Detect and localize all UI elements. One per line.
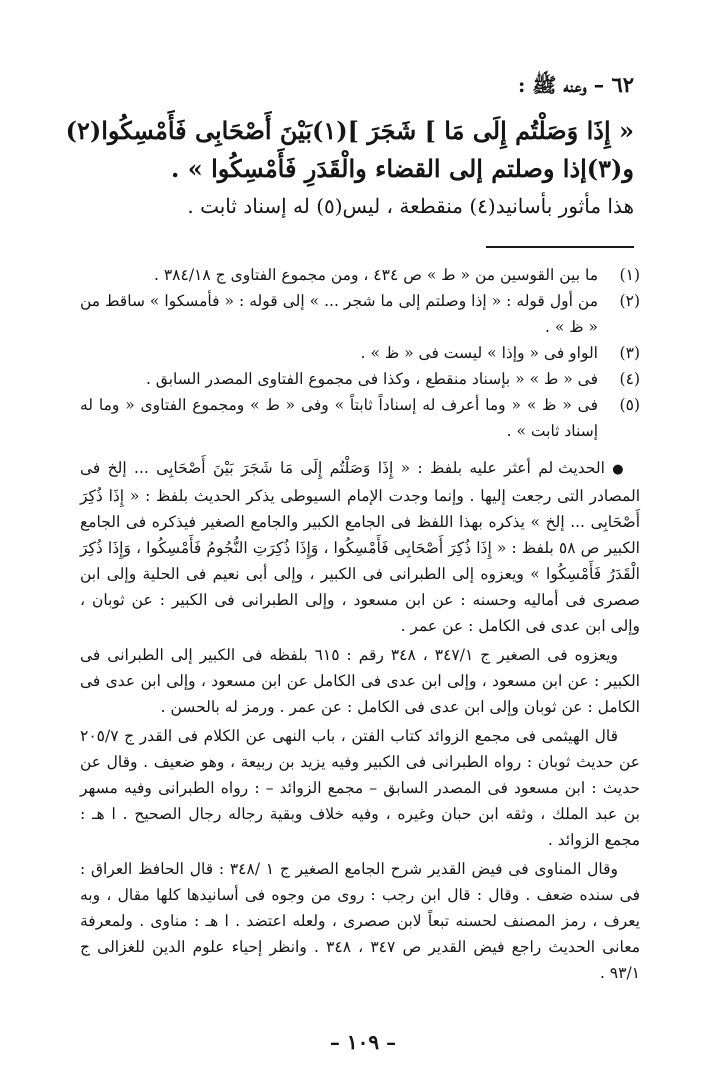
entry-heading-text: وعنه ﷺ :: [517, 73, 587, 97]
footnote-number: (٤): [619, 370, 640, 388]
footnote-text: فى « ط » « بإسناد منقطع ، وكذا فى مجموع الفتاوى المصدر السابق .: [145, 370, 598, 388]
footnote-text: من أول قوله : « إذا وصلتم إلى ما شجر ... » إلى قوله : « فأمسكوا » ساقط من « ظ » .: [80, 292, 598, 336]
footnote-divider: [486, 246, 634, 248]
commentary-paragraph: [80, 642, 640, 720]
footnote-text: ما بين القوسين من « ط » ص ٤٣٤ ، ومن مجموع الفتاوى ج ٣٨٤/١٨ .: [154, 266, 598, 284]
bullet-icon: ●: [612, 462, 626, 477]
entry-number: ٦٢ –: [593, 72, 634, 97]
footnotes-list: [80, 262, 640, 444]
footnote-number: (٥): [619, 396, 640, 414]
footnote-number: (٢): [619, 292, 640, 310]
footnote-item: [80, 288, 640, 340]
footnote-number: (٣): [619, 344, 640, 362]
hadith-text-line-1: « إِذَا وَصَلْتُم إِلَى مَا ] شَجَرَ ](١)بَيْنَ أَصْحَابِى فَأَمْسِكُوا(٢): [65, 116, 634, 145]
footnote-item: [80, 340, 640, 366]
footnote-text: فى « ظ » « وما أعرف له إسناداً ثابتاً » وفى « ط » ومجموع الفتاوى « وما له إسناد ثابت » .: [80, 396, 598, 440]
footnote-text: الواو فى « وإذا » ليست فى « ظ » .: [360, 344, 598, 362]
commentary-paragraph: [80, 723, 640, 853]
entry-heading: [114, 70, 634, 100]
commentary-paragraph: [80, 455, 640, 639]
commentary-paragraph-text: وقال المناوى فى فيض القدير شرح الجامع الصغير ج ١ /٣٤٨ : قال الحافظ العراق : فى سنده ضعف . وقال : قال ابن رجب : روى من وجوه فى أسانيدها كلها مقال ، وبه يعرف ، رمز المصنف لحسنه تبعاً لابن صصرى ، ولعله اعتضد . ا هـ : مناوى . ولمعرفة معانى الحديث راجع فيض القدير ص ٣٤٧ ، ٣٤٨ . وانظر إحياء علوم الدين للغزالى ج ٩٣/١ .: [80, 860, 640, 982]
commentary-paragraph-text: قال الهيثمى فى مجمع الزوائد كتاب الفتن ، باب النهى عن الكلام فى القدر ج ٢٠٥/٧ عن حديث ثوبان : رواه الطبرانى فى الكبير وفيه يزيد بن ربيعة ، وهو ضعيف . وقال عن حديث : ابن مسعود فى المصدر السابق – مجمع الزوائد – : رواه الطبرانى وفيه مسهر بن عبد الملك ، وثقه ابن حبان وغيره ، وفيه خلاف وبقية رجاله رجال الصحيح . ا هـ : مجمع الزوائد .: [80, 727, 640, 849]
commentary-paragraph-text: الحديث لم أعثر عليه بلفظ : « إِذَا وَصَلْتُم إِلَى مَا شَجَرَ بَيْنَ أَصْحَابِى ... إلخ فى المصادر التى رجعت إليها . وإنما وجدت الإمام السيوطى يذكر الحديث بلفظ : « إِذَا ذُكِرَ أَصْحَابِى ... إلخ » يذكره بهذا اللفظ فى الجامع الكبير والجامع الصغير فيذكره فى الجامع الكبير ص ٥٨ بلفظ : « إِذَا ذُكِرَ أَصْحَابِى فَأَمْسِكُوا ، وَإِذَا ذُكِرَتِ النُّجُومُ فَأَمْسِكُوا ، وَإِذَا ذُكِرَ الْقَدَرُ فَأَمْسِكُوا » ويعزوه إلى الطبرانى فى الكبير ، وإلى أبى نعيم فى الحلية وإلى ابن صصرى فى أماليه وحسنه : عن ابن مسعود ، وإلى الطبرانى فى الكبير : عن ثوبان ، وإلى ابن عدى فى الكامل : عن عمر .: [80, 459, 640, 635]
footnote-item: [80, 392, 640, 444]
hadith-text-line-2: و(٣)إذا وصلتم إلى القضاء والْقَدَرِ فَأَمْسِكُوا » .: [171, 154, 634, 183]
commentary-paragraph-text: ويعزوه فى الصغير ج ٣٤٧/١ ، ٣٤٨ رقم : ٦١٥ بلفظه فى الكبير إلى الطبرانى فى الكبير : عن ابن مسعود ، وإلى ابن عدى فى الكامل عن ابن مسعود ، وإلى ابن عدى فى الكامل : عن ثوبان وإلى ابن عدى فى الكامل : عن عمر . ورمز له بالحسن .: [80, 646, 640, 716]
commentary-paragraph: [80, 856, 640, 986]
commentary-section: [80, 455, 640, 989]
footnote-item: [80, 262, 640, 288]
footnote-number: (١): [619, 266, 640, 284]
authenticity-note: هذا مأثور بأسانيد(٤) منقطعة ، ليس(٥) له إسناد ثابت .: [187, 194, 634, 218]
page-number: – ١٠٩ –: [329, 1030, 397, 1054]
footnote-item: [80, 366, 640, 392]
